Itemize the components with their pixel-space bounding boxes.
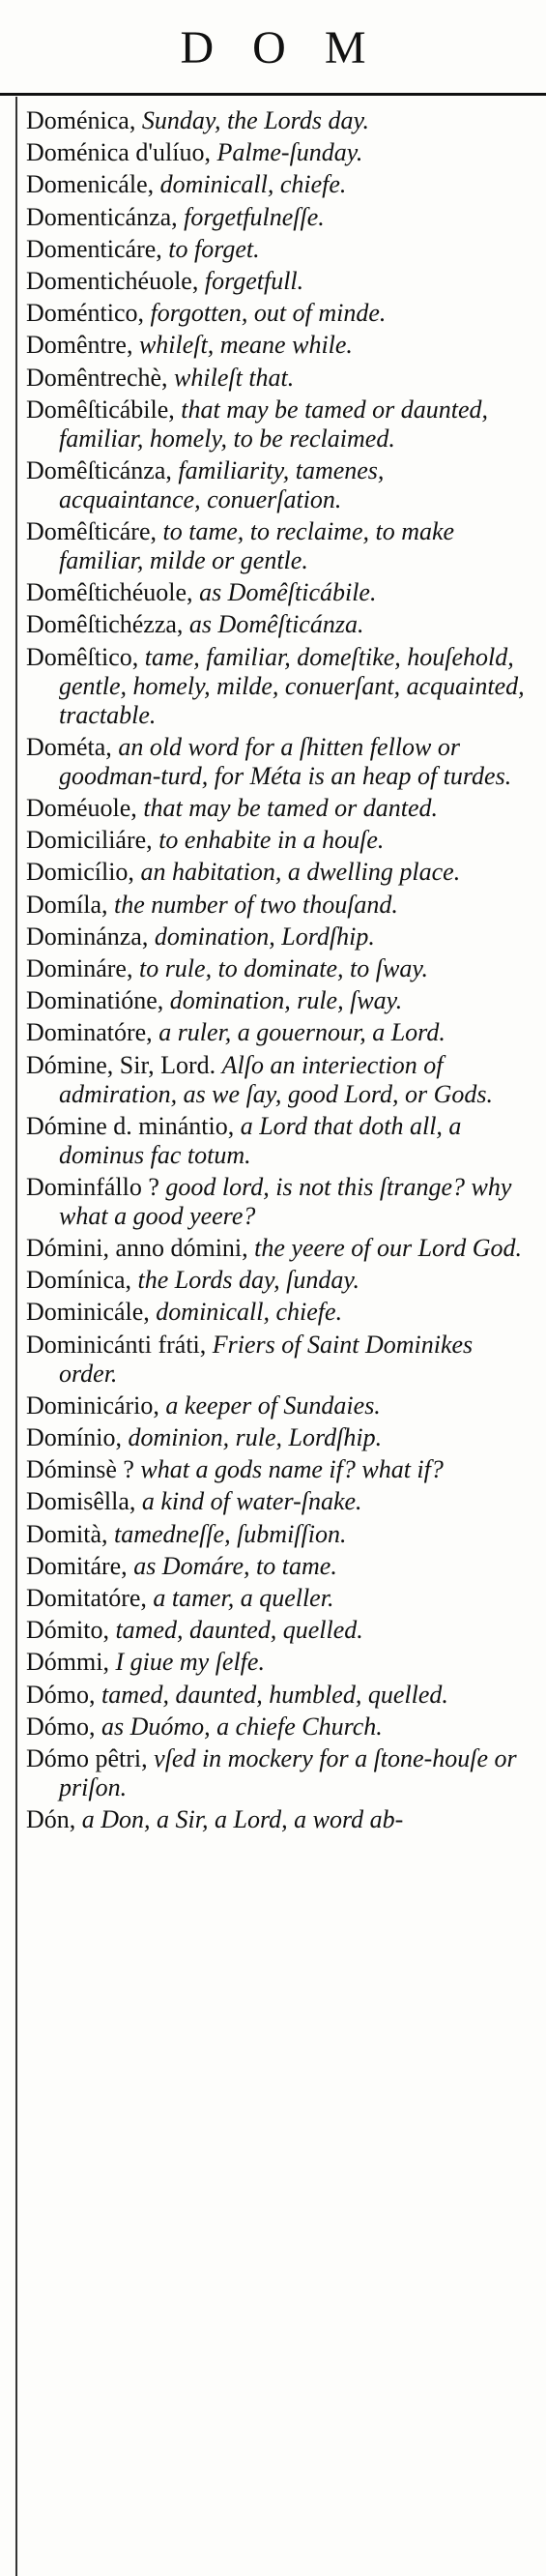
dictionary-entry: [26, 299, 529, 328]
definition: dominicall, chiefe.: [159, 170, 347, 199]
dictionary-entry: [26, 138, 529, 167]
definition: as Domêſticánza.: [188, 610, 364, 639]
definition: a Lord that doth all, a dominus fac totum.: [59, 1111, 462, 1169]
entry-text: [26, 170, 529, 199]
headword: Domínica,: [26, 1266, 138, 1295]
dictionary-entry: [26, 1487, 529, 1516]
definition: a tamer, a queller.: [153, 1583, 334, 1612]
definition: an old word for a ſhitten fellow or goodman-turd, for Méta is an heap of turdes.: [59, 732, 512, 790]
definition: the number of two thouſand.: [114, 890, 398, 919]
definition: familiarity, tamenes, acquaintance, conuerſation.: [59, 455, 385, 513]
headword: Domêſticábile,: [26, 395, 182, 424]
definition: as Domáre, to tame.: [133, 1551, 337, 1580]
headword: Domêſtico,: [26, 642, 145, 671]
entry-text: [26, 1648, 529, 1677]
page-title: DOM: [180, 22, 405, 73]
definition: domination, rule, ſway.: [169, 986, 403, 1015]
definition: as Domêſticábile.: [199, 578, 377, 607]
definition: tame, familiar, domeſtike, houſehold, gentle, homely, milde, conuerſant, acquainted, tractable.: [59, 642, 525, 729]
headword: Dómo,: [26, 1712, 101, 1741]
dictionary-entry: [26, 1234, 529, 1263]
dictionary-entry: [26, 106, 529, 135]
entry-text: [26, 1584, 529, 1613]
dictionary-entry: [26, 1681, 529, 1710]
definition: I giue my ſelfe.: [115, 1648, 265, 1677]
dictionary-entry: [26, 1648, 529, 1677]
entry-text: [26, 1112, 529, 1170]
definition: a kind of water-ſnake.: [141, 1487, 362, 1516]
entry-text: [26, 1423, 529, 1452]
entry-text: [26, 1018, 529, 1047]
dictionary-entry: [26, 1520, 529, 1549]
entry-text: [26, 1173, 529, 1231]
dictionary-entry: [26, 170, 529, 199]
column-rule: [15, 97, 17, 2576]
dictionary-entry: [26, 643, 529, 730]
definition: that may be tamed or daunted, familiar, homely, to be reclaimed.: [59, 395, 489, 453]
dictionary-entry: [26, 1018, 529, 1047]
definition: as Duómo, a chiefe Church.: [101, 1712, 383, 1741]
entry-text: [26, 1487, 529, 1516]
entry-text: [26, 456, 529, 514]
headword: Domíla,: [26, 890, 114, 919]
entry-text: [26, 1266, 529, 1295]
headword: Dóminsè ?: [26, 1455, 141, 1484]
entry-text: [26, 1616, 529, 1645]
headword: Dómine d. minántio,: [26, 1111, 241, 1140]
entry-text: [26, 1681, 529, 1710]
definition: dominicall, chiefe.: [156, 1298, 343, 1327]
definition: to rule, to dominate, to ſway.: [138, 953, 428, 982]
headword: Dominatóre,: [26, 1018, 159, 1047]
entry-text: [26, 1520, 529, 1549]
headword: Domínio,: [26, 1423, 129, 1451]
entry-text: [26, 891, 529, 920]
dictionary-entry: [26, 986, 529, 1015]
dictionary-entry: [26, 1744, 529, 1802]
headword: Doméntico,: [26, 299, 151, 328]
definition: a ruler, a gouernour, a Lord.: [158, 1018, 445, 1047]
headword: Dómmi,: [26, 1648, 116, 1677]
entry-text: [26, 794, 529, 823]
dictionary-entry: [26, 517, 529, 575]
entry-text: [26, 986, 529, 1015]
definition: whileſt, meane while.: [138, 331, 353, 360]
entry-text: [26, 364, 529, 393]
header-rule: [0, 93, 546, 96]
headword: Domitáre,: [26, 1551, 134, 1580]
definition: to tame, to reclaime, to make familiar, milde or gentle.: [59, 517, 455, 575]
definition: forgetfulneſſe.: [184, 202, 325, 231]
entry-text: [26, 1234, 529, 1263]
headword: Doménica d'ulíuo,: [26, 138, 217, 167]
definition: Alſo an interiection of admiration, as we ſay, good Lord, or Gods.: [59, 1050, 494, 1108]
entry-text: [26, 1744, 529, 1802]
headword: Dómito,: [26, 1616, 116, 1645]
dictionary-entry: [26, 794, 529, 823]
dictionary-entry: [26, 578, 529, 607]
headword: Dómo,: [26, 1680, 101, 1709]
definition: what a gods name if? what if?: [140, 1455, 444, 1484]
headword: Dómine, Sir, Lord.: [26, 1050, 222, 1079]
entry-text: [26, 1298, 529, 1327]
entry-text: [26, 858, 529, 887]
dictionary-entry: [26, 1051, 529, 1109]
dictionary-entry: [26, 1331, 529, 1389]
definition: whileſt that.: [174, 363, 295, 392]
dictionary-entry: [26, 1391, 529, 1420]
entry-text: [26, 517, 529, 575]
entry-text: [26, 1391, 529, 1420]
dictionary-entry: [26, 364, 529, 393]
dictionary-entry: [26, 1552, 529, 1581]
entry-text: [26, 106, 529, 135]
headword: Domêſticánza,: [26, 455, 179, 484]
definition: to forget.: [168, 234, 260, 263]
entry-text: [26, 1712, 529, 1742]
dictionary-entry: [26, 954, 529, 983]
dictionary-entry: [26, 826, 529, 855]
dictionary-entry: [26, 1173, 529, 1231]
headword: Doméuole,: [26, 794, 144, 822]
definition: Palme-ſunday.: [216, 138, 363, 167]
headword: Doménica,: [26, 106, 142, 134]
definition: good lord, is not this ſtrange? why what a good yeere?: [59, 1172, 512, 1230]
headword: Domiciliáre,: [26, 826, 159, 855]
headword: Domináre,: [26, 953, 139, 982]
headword: Domêntre,: [26, 331, 139, 360]
entry-list: [26, 106, 529, 1837]
definition: tamed, daunted, quelled.: [115, 1616, 363, 1645]
entry-text: [26, 643, 529, 730]
dictionary-entry: [26, 1112, 529, 1170]
dictionary-entry: [26, 610, 529, 639]
entry-text: [26, 1051, 529, 1109]
headword: Dominicále,: [26, 1298, 157, 1327]
definition: tamed, daunted, humbled, quelled.: [101, 1680, 448, 1709]
entry-text: [26, 578, 529, 607]
entry-text: [26, 1331, 529, 1389]
dictionary-entry: [26, 1584, 529, 1613]
headword: Dómini, anno dómini,: [26, 1234, 255, 1263]
headword: Dominfállo ?: [26, 1172, 166, 1201]
definition: the yeere of our Lord God.: [254, 1234, 522, 1263]
dictionary-entry: [26, 1298, 529, 1327]
definition: vſed in mockery for a ſtone-houſe or priſon.: [59, 1743, 517, 1801]
headword: Dominicário,: [26, 1390, 166, 1420]
headword: Domêntrechè,: [26, 363, 175, 392]
entry-text: [26, 1455, 529, 1484]
definition: that may be tamed or danted.: [143, 794, 439, 822]
definition: tamedneſſe, ſubmiſſion.: [114, 1519, 347, 1548]
entry-text: [26, 610, 529, 639]
definition: forgotten, out of minde.: [150, 299, 387, 328]
definition: to enhabite in a houſe.: [158, 826, 385, 855]
entry-text: [26, 395, 529, 454]
dictionary-entry: [26, 235, 529, 264]
entry-text: [26, 922, 529, 951]
entry-text: [26, 203, 529, 232]
definition: forgetfull.: [204, 266, 304, 295]
dictionary-entry: [26, 733, 529, 791]
headword: Domicílio,: [26, 858, 141, 887]
entry-text: [26, 826, 529, 855]
dictionary-entry: [26, 922, 529, 951]
page-header: [0, 0, 546, 92]
headword: Dominatióne,: [26, 986, 170, 1015]
definition: Sunday, the Lords day.: [141, 106, 370, 134]
entry-text: [26, 138, 529, 167]
headword: Domenticáre,: [26, 234, 169, 263]
definition: the Lords day, ſunday.: [137, 1266, 359, 1295]
headword: Domêſtichéuole,: [26, 578, 200, 607]
dictionary-entry: [26, 1616, 529, 1645]
headword: Dómo pêtri,: [26, 1743, 155, 1772]
headword: Dométa,: [26, 732, 119, 761]
dictionary-entry: [26, 331, 529, 360]
entry-text: [26, 267, 529, 296]
dictionary-entry: [26, 858, 529, 887]
definition: Friers of Saint Dominikes order.: [59, 1330, 474, 1388]
definition: dominion, rule, Lordſhip.: [128, 1423, 383, 1451]
dictionary-entry: [26, 1266, 529, 1295]
dictionary-entry: [26, 1805, 529, 1834]
headword: Domêſticáre,: [26, 517, 163, 546]
dictionary-entry: [26, 456, 529, 514]
entry-text: [26, 1552, 529, 1581]
definition: a Don, a Sir, a Lord, a word ab-: [81, 1805, 404, 1834]
headword: Domitatóre,: [26, 1583, 154, 1612]
headword: Domêſtichézza,: [26, 610, 189, 639]
headword: Domentichéuole,: [26, 266, 205, 295]
headword: Domenicále,: [26, 170, 160, 199]
dictionary-entry: [26, 1423, 529, 1452]
entry-text: [26, 1805, 529, 1834]
dictionary-entry: [26, 891, 529, 920]
headword: Dón,: [26, 1805, 82, 1834]
headword: Domità,: [26, 1519, 114, 1548]
dictionary-entry: [26, 1455, 529, 1484]
definition: an habitation, a dwelling place.: [140, 858, 461, 887]
dictionary-entry: [26, 203, 529, 232]
headword: Domisêlla,: [26, 1487, 142, 1516]
dictionary-entry: [26, 1712, 529, 1742]
entry-text: [26, 733, 529, 791]
entry-text: [26, 331, 529, 360]
headword: Dominicánti fráti,: [26, 1330, 213, 1359]
definition: domination, Lordſhip.: [154, 922, 375, 951]
entry-text: [26, 299, 529, 328]
entry-text: [26, 954, 529, 983]
dictionary-entry: [26, 267, 529, 296]
headword: Dominánza,: [26, 922, 155, 951]
definition: a keeper of Sundaies.: [165, 1390, 381, 1420]
entry-text: [26, 235, 529, 264]
dictionary-entry: [26, 395, 529, 454]
headword: Domenticánza,: [26, 202, 185, 231]
